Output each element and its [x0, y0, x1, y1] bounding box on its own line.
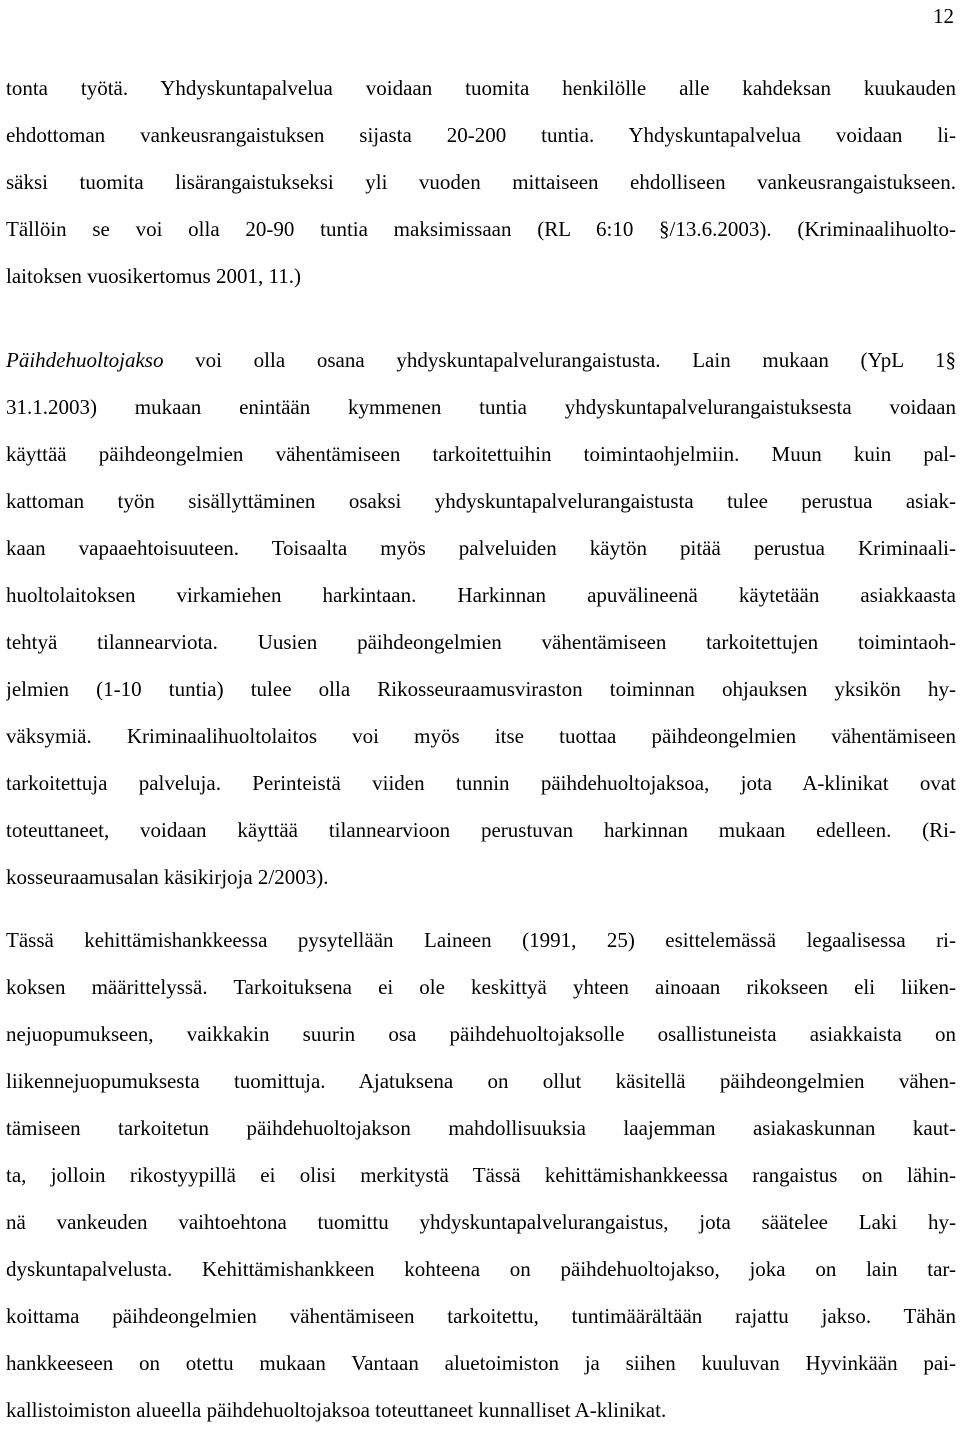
text-line: tonta työtä. Yhdyskuntapalvelua voidaan tuomita henkilölle alle kahdeksan kuukauden [6, 76, 956, 100]
text-line: kosseuraamusalan käsikirjoja 2/2003). [6, 865, 329, 889]
text-line: tämiseen tarkoitetun päihdehuoltojakson mahdollisuuksia laajemman asiakaskunnan kaut- [6, 1116, 956, 1140]
text-line: ta, jolloin rikostyypillä ei olisi merkitystä Tässä kehittämishankkeessa rangaistus on lähin- [6, 1163, 956, 1187]
text-line: ehdottoman vankeusrangaistuksen sijasta 20-200 tuntia. Yhdyskuntapalvelua voidaan li- [6, 123, 956, 147]
text-line: liikennejuopumuksesta tuomittuja. Ajatuksena on ollut käsitellä päihdeongelmien vähen- [6, 1069, 956, 1093]
italic-term: Päihdehuoltojakso [6, 348, 164, 372]
text-line: kallistoimiston alueella päihdehuoltojaksoa toteuttaneet kunnalliset A-klinikat. [6, 1398, 667, 1422]
text-line: käyttää päihdeongelmien vähentämiseen tarkoitettuihin toimintaohjelmiin. Muun kuin pal- [6, 442, 956, 466]
text-line: hankkeeseen on otettu mukaan Vantaan aluetoimiston ja siihen kuuluvan Hyvinkään pai- [6, 1351, 956, 1375]
paragraph-development-project-scope [6, 917, 956, 1434]
text-line-rest: voi olla osana yhdyskuntapalvelurangaistusta. Lain mukaan (YpL 1§ [163, 348, 956, 372]
page-number: 12 [933, 4, 954, 28]
paragraph-community-service-sentencing [6, 65, 956, 300]
text-line: koksen määrittelyssä. Tarkoituksena ei ole keskittyä yhteen ainoaan rikokseen eli liiken- [6, 975, 956, 999]
text-line: kattoman työn sisällyttäminen osaksi yhdyskuntapalvelurangaistusta tulee perustua asiak- [6, 489, 956, 513]
text-line: 31.1.2003) mukaan enintään kymmenen tuntia yhdyskuntapalvelurangaistuksesta voidaan [6, 395, 956, 419]
text-line: nejuopumukseen, vaikkakin suurin osa päihdehuoltojaksolle osallistuneista asiakkaista on [6, 1022, 956, 1046]
text-line: jelmien (1-10 tuntia) tulee olla Rikosseuraamusviraston toiminnan ohjauksen yksikön hy- [6, 677, 956, 701]
text-line: tehtyä tilannearviota. Uusien päihdeongelmien vähentämiseen tarkoitettujen toimintaoh- [6, 630, 956, 654]
text-line: Tässä kehittämishankkeessa pysytellään Laineen (1991, 25) esittelemässä legaalisessa ri- [6, 928, 956, 952]
paragraph-substance-abuse-treatment-period [6, 337, 956, 901]
text-line: nä vankeuden vaihtoehtona tuomittu yhdyskuntapalvelurangaistus, jota säätelee Laki hy- [6, 1210, 956, 1234]
text-line: koittama päihdeongelmien vähentämiseen tarkoitettu, tuntimäärältään rajattu jakso. Tähän [6, 1304, 956, 1328]
text-line: toteuttaneet, voidaan käyttää tilannearvioon perustuvan harkinnan mukaan edelleen. (Ri- [6, 818, 956, 842]
text-line: huoltolaitoksen virkamiehen harkintaan. Harkinnan apuvälineenä käytetään asiakkaasta [6, 583, 956, 607]
text-line [6, 337, 956, 384]
text-line: säksi tuomita lisärangaistukseksi yli vuoden mittaiseen ehdolliseen vankeusrangaistukseen. [6, 170, 956, 194]
text-line: tarkoitettuja palveluja. Perinteistä viiden tunnin päihdehuoltojaksoa, jota A-klinikat ovat [6, 771, 956, 795]
text-line: dyskuntapalvelusta. Kehittämishankkeen kohteena on päihdehuoltojakso, joka on lain tar- [6, 1257, 956, 1281]
text-line: väksymiä. Kriminaalihuoltolaitos voi myös itse tuottaa päihdeongelmien vähentämiseen [6, 724, 956, 748]
text-line: kaan vapaaehtoisuuteen. Toisaalta myös palveluiden käytön pitää perustua Kriminaali- [6, 536, 956, 560]
text-line: Tällöin se voi olla 20-90 tuntia maksimissaan (RL 6:10 §/13.6.2003). (Kriminaalihuolto- [6, 217, 956, 241]
text-line: laitoksen vuosikertomus 2001, 11.) [6, 264, 301, 288]
